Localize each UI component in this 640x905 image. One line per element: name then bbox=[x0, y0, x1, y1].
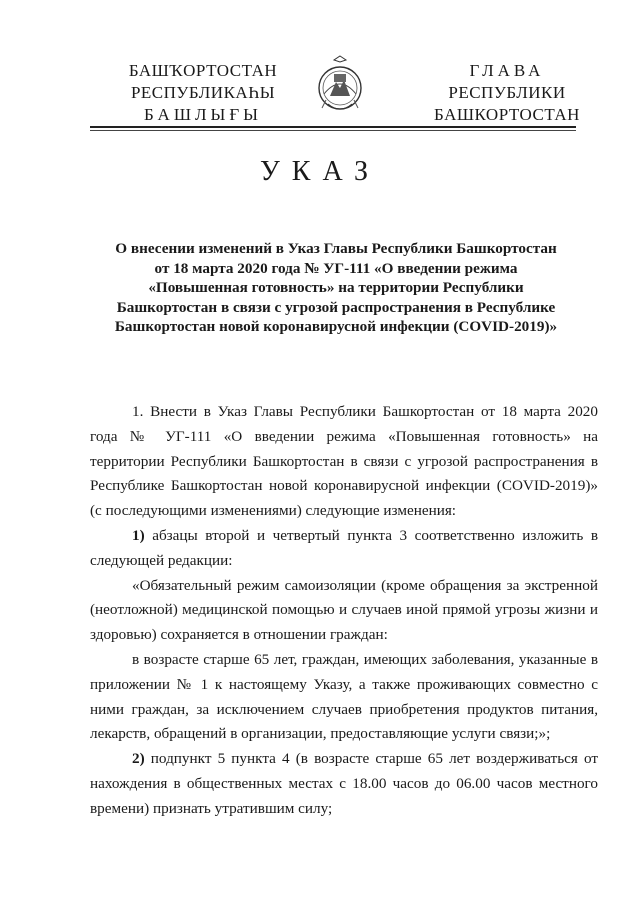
item-number-1: 1) bbox=[132, 526, 145, 544]
letterhead-bashkir-line-3: БАШЛЫҒЫ bbox=[144, 105, 262, 124]
decree-body bbox=[90, 400, 598, 822]
paragraph-4: в возрасте старше 65 лет, граждан, имеющих заболевания, указанные в приложении № 1 к настоящему Указу, а также проживающих совместно с ними граждан, за исключением случаев приобретения продуктов питания, лекарств, обращений в организации, предоставляющие услуги связи;»; bbox=[90, 650, 598, 743]
item-number-2: 2) bbox=[132, 750, 145, 768]
document-title: УКАЗ bbox=[259, 156, 381, 187]
letterhead-bashkir bbox=[93, 60, 313, 126]
decree-subject: О внесении изменений в Указ Главы Республики Башкортостан от 18 марта 2020 года № УГ-111 «О введении режима «Повышенная готовность» на территории Республики Башкортостан в связи с угрозой распространения в Республике Башкортостан новой коронавирусной инфекции (COVID-2019)» bbox=[114, 240, 558, 335]
letterhead-russian-line-2: РЕСПУБЛИКИ bbox=[448, 83, 566, 102]
coat-of-arms-icon bbox=[316, 54, 364, 118]
letterhead-russian-line-3: БАШКОРТОСТАН bbox=[434, 105, 580, 124]
letterhead-bashkir-line-2: РЕСПУБЛИКАҺЫ bbox=[130, 83, 276, 102]
letterhead bbox=[0, 54, 640, 126]
paragraph-5 bbox=[90, 747, 598, 821]
paragraph-1: 1. Внести в Указ Главы Республики Башкортостан от 18 марта 2020 года № УГ-111 «О введении режима «Повышенная готовность» на территории Республики Башкортостан в связи с угрозой распространения в Республике Башкортостан новой коронавирусной инфекции (COVID-2019)» (с последующими изменениями) следующие изменения: bbox=[90, 403, 598, 520]
paragraph-2 bbox=[90, 524, 598, 574]
letterhead-russian bbox=[397, 60, 617, 126]
letterhead-bashkir-line-1: БАШҠОРТОСТАН bbox=[128, 61, 278, 80]
letterhead-russian-line-1: ГЛАВА bbox=[469, 61, 545, 80]
header-rule-thin bbox=[90, 130, 576, 131]
paragraph-2-text: абзацы второй и четвертый пункта 3 соответственно изложить в следующей редакции: bbox=[90, 526, 599, 569]
header-rule-thick bbox=[90, 126, 576, 128]
paragraph-5-text: подпункт 5 пункта 4 (в возрасте старше 65 лет воздерживаться от нахождения в общественных местах с 18.00 часов до 06.00 часов местного времени) признать утратившим силу; bbox=[90, 750, 598, 817]
paragraph-3: «Обязательный режим самоизоляции (кроме обращения за экстренной (неотложной) медицинской помощью и случаев иной прямой угрозы жизни и здоровью) сохраняется в отношении граждан: bbox=[90, 576, 598, 644]
